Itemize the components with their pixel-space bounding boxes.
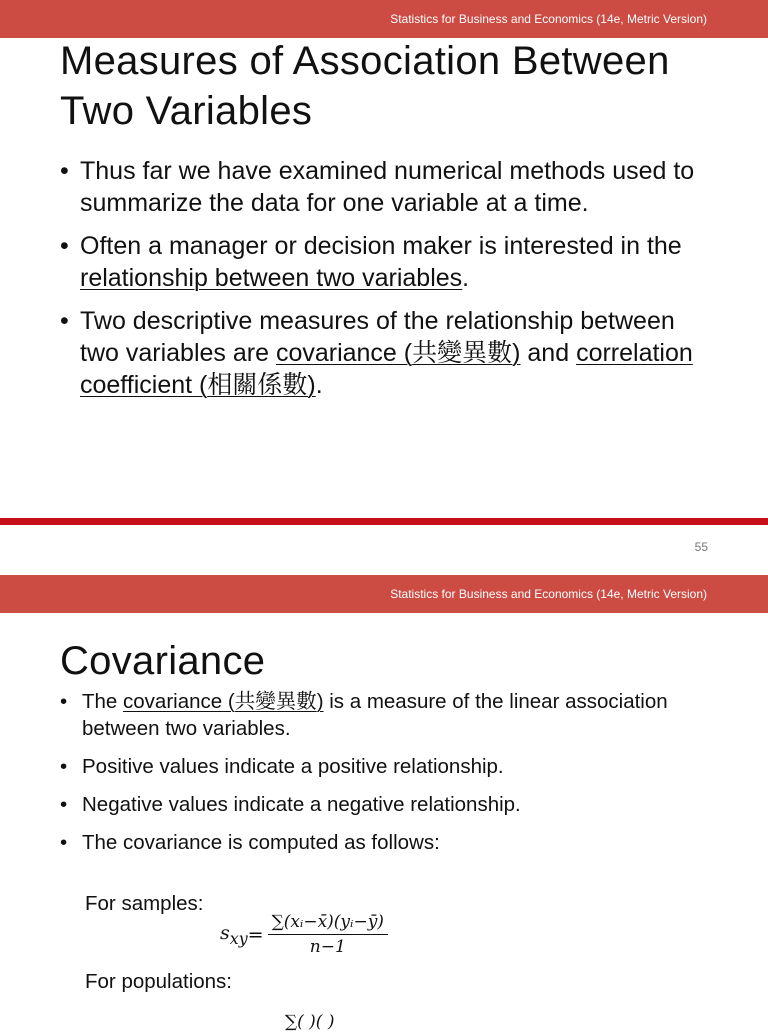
- formula-numerator: ∑(xᵢ−x̄)(yᵢ−ȳ): [268, 912, 388, 935]
- slide2-bullet-4-text: The covariance is computed as follows:: [82, 831, 440, 854]
- slide2-bullet-3: [60, 791, 680, 818]
- slide2-bullet-1: [60, 688, 680, 742]
- samples-label: For samples:: [85, 892, 204, 915]
- slide1-bullet-2-text: Often a manager or decision maker is interested in the: [80, 232, 682, 260]
- formula-subscript: xy: [229, 928, 248, 948]
- formula-lhs: [220, 922, 248, 948]
- slide1-bullet-3-text: Two descriptive measures of the relationship between two variables are: [80, 307, 675, 367]
- slide1-bullet-2: [60, 230, 710, 294]
- slide2-header-band: [0, 575, 768, 613]
- slide1-bullet-1-text: Thus far we have examined numerical methods used to summarize the data for one variable at a time.: [80, 157, 695, 217]
- slide2-bullet-1-the: The: [82, 690, 124, 713]
- slide1-bullet-list: [60, 155, 710, 412]
- slide2-bullet-1-text: is a measure of the linear association between two variables.: [82, 690, 668, 740]
- page-number: 55: [694, 540, 708, 554]
- sample-covariance-formula: [220, 912, 388, 957]
- slide1-bullet-3: [60, 305, 710, 401]
- slide2-title: Covariance: [60, 639, 266, 683]
- slide1-title: [60, 36, 670, 136]
- slide1-bullet-3-and: and: [520, 339, 577, 367]
- correlation-chinese: 相關係數: [207, 370, 308, 399]
- slide2-bullet-4: [60, 829, 680, 856]
- population-covariance-formula: ∑( )( ): [285, 1012, 335, 1032]
- correlation-link-label: correlation coefficient (: [80, 339, 693, 399]
- slide2-bullet-2: [60, 753, 680, 780]
- formula-fraction: [268, 912, 388, 957]
- slide1-header-text: Statistics for Business and Economics (14e, Metric Version): [390, 12, 707, 26]
- correlation-paren: ): [307, 371, 316, 399]
- covariance-term-link[interactable]: [123, 690, 324, 713]
- covariance-term-label: covariance (: [123, 690, 235, 713]
- slide-divider: [0, 518, 768, 525]
- slide1-title-line2: Two Variables: [60, 89, 313, 133]
- slide1-bullet-3-period: .: [315, 371, 323, 399]
- covariance-link-label: covariance (: [275, 339, 413, 367]
- covariance-link[interactable]: [276, 339, 521, 367]
- covariance-paren: ): [512, 339, 521, 367]
- formula-s: s: [220, 921, 230, 944]
- slide2-header-text: Statistics for Business and Economics (14e, Metric Version): [390, 587, 707, 601]
- formula-equals: =: [247, 923, 264, 946]
- slide1-header-band: [0, 0, 768, 38]
- covariance-term-paren: ): [316, 690, 324, 713]
- slide1-bullet-2-period: .: [462, 264, 470, 292]
- covariance-chinese: 共變異數: [412, 338, 513, 367]
- slide1-title-line1: Measures of Association Between: [60, 39, 670, 83]
- relationship-link[interactable]: relationship between two variables: [80, 264, 463, 292]
- slide1-bullet-1: [60, 155, 710, 219]
- slide2-bullet-3-text: Negative values indicate a negative relationship.: [82, 793, 521, 816]
- covariance-term-chinese: 共變異數: [234, 689, 317, 713]
- populations-label: For populations:: [85, 970, 233, 993]
- slide2-bullet-list: [60, 688, 680, 867]
- formula-denominator: n−1: [309, 937, 346, 957]
- slide2-bullet-2-text: Positive values indicate a positive relationship.: [82, 755, 504, 778]
